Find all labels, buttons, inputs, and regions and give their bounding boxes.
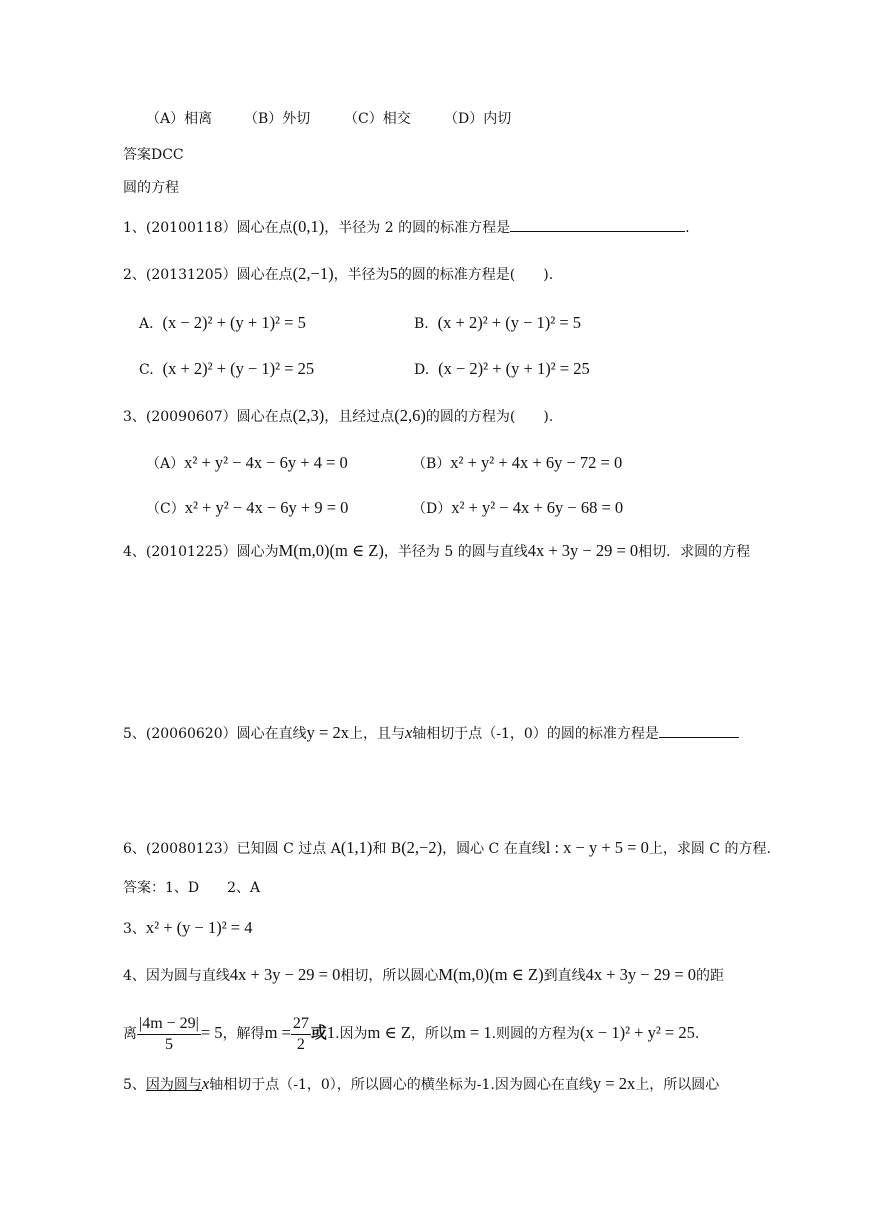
a5-line: y = 2x xyxy=(592,1074,636,1093)
a4-frac-den: 5 xyxy=(164,1035,173,1053)
q3-prefix: 3、(20090607）圆心在点 xyxy=(123,409,293,425)
a4-frac2-num: 27 xyxy=(291,1014,311,1035)
a4-solve: ，解得 xyxy=(222,1026,265,1042)
q6-point-a: (1,1) xyxy=(340,838,373,857)
q3-option-c-label: （C） xyxy=(146,501,185,517)
a5-prefix: 5、 xyxy=(123,1077,146,1093)
q3-option-a xyxy=(146,452,348,475)
q3-option-d xyxy=(412,497,623,520)
q2-option-c-label: C. xyxy=(139,362,154,378)
q3-option-b xyxy=(412,452,622,475)
a4-center: M(m,0)(m ∈ Z) xyxy=(438,965,544,984)
q3-option-a-label: （A） xyxy=(146,456,185,472)
q6-mid: ，圆心 C 在直线 xyxy=(442,841,546,857)
question-5 xyxy=(123,723,739,744)
a5-end: 上，所以圆心 xyxy=(635,1077,720,1093)
q6-prefix: 6、(20080123）已知圆 C 过点 A xyxy=(123,841,341,857)
a4-distance-fraction xyxy=(137,1014,201,1055)
option-d-top: （D）内切 xyxy=(444,111,512,127)
a4-line2: 4x + 3y − 29 = 0 xyxy=(585,965,697,984)
q5-prefix: 5、(20060620）圆心在直线 xyxy=(123,726,307,742)
q1-end: . xyxy=(685,220,690,236)
a4-m-eq: m = xyxy=(264,1023,291,1042)
answers-1-2: 答案：1、D 2、A xyxy=(123,880,261,896)
q5-answer-blank[interactable] xyxy=(659,723,739,738)
q6-line: l : x − y + 5 = 0 xyxy=(545,838,649,857)
answer-3-label: 3、 xyxy=(123,921,146,937)
a4-mid: 相切，所以圆心 xyxy=(340,968,439,984)
answer-4-line-1 xyxy=(123,965,724,986)
a4-one: 1 xyxy=(326,1023,336,1042)
q6-end: 上，求圆 C 的方程. xyxy=(648,841,771,857)
q2-option-b-label: B. xyxy=(414,316,429,332)
q2-option-d-label: D. xyxy=(414,362,430,378)
q4-prefix: 4、(20101225）圆心为 xyxy=(123,544,279,560)
q3-option-c xyxy=(146,497,348,520)
question-2 xyxy=(123,264,553,285)
option-a-top: （A）相离 xyxy=(146,111,213,127)
a4-prefix: 4、因为圆与直线 xyxy=(123,968,230,984)
question-6 xyxy=(123,838,771,859)
q2-prefix: 2、(20131205）圆心在点 xyxy=(123,267,293,283)
q2-option-a xyxy=(139,312,306,335)
a4-final-eq: (x − 1)² + y² = 25 xyxy=(580,1023,695,1042)
q2-end: 的圆的标准方程是( ). xyxy=(397,267,554,283)
a4-or: 或 xyxy=(310,1023,327,1042)
q1-point: (0,1) xyxy=(292,217,325,236)
q3-point: (2,6) xyxy=(394,406,426,425)
a4-frac-num: |4m − 29| xyxy=(137,1014,201,1035)
option-c-top: （C）相交 xyxy=(344,111,411,127)
answer-3-eq: x² + (y − 1)² = 4 xyxy=(145,918,253,937)
q3-center: (2,3) xyxy=(292,406,325,425)
option-b-top: （B）外切 xyxy=(244,111,311,127)
question-1 xyxy=(123,217,690,238)
a4-l2-prefix: 离 xyxy=(123,1026,137,1042)
a4-so: ，所以 xyxy=(410,1026,453,1042)
q2-option-a-eq: (x − 2)² + (y + 1)² = 5 xyxy=(162,313,306,332)
a4-dot: . xyxy=(694,1026,700,1042)
q3-option-c-eq: x² + y² − 4x − 6y + 9 = 0 xyxy=(184,498,349,517)
answer-dcc: 答案DCC xyxy=(123,147,184,163)
a4-end: 的距 xyxy=(696,968,725,984)
q3-option-a-eq: x² + y² − 4x − 6y + 4 = 0 xyxy=(184,453,348,472)
q4-center: M(m,0)(m ∈ Z) xyxy=(278,541,384,560)
question-4 xyxy=(123,541,750,562)
q4-line: 4x + 3y − 29 = 0 xyxy=(527,541,639,560)
q2-option-c xyxy=(139,358,314,381)
a4-m1: m = 1 xyxy=(452,1023,492,1042)
answer-4-line-2 xyxy=(123,1010,699,1057)
answer-3 xyxy=(123,918,252,939)
a5-x: x xyxy=(201,1074,210,1093)
q2-mid: ，半径为 xyxy=(333,267,390,283)
q2-option-d xyxy=(414,358,590,381)
q3-option-d-label: （D） xyxy=(412,501,452,517)
q6-and: 和 B xyxy=(372,841,402,857)
a5-mid: 轴相切于点（-1，0），所以圆心的横坐标为-1.因为圆心在直线 xyxy=(209,1077,593,1093)
q3-end: 的圆的方程为( ). xyxy=(425,409,554,425)
q3-option-b-eq: x² + y² + 4x + 6y − 72 = 0 xyxy=(450,453,623,472)
answer-5 xyxy=(123,1074,719,1095)
q3-option-b-label: （B） xyxy=(412,456,451,472)
q5-end: 轴相切于点（-1，0）的圆的标准方程是 xyxy=(412,726,659,742)
a4-since: .因为 xyxy=(335,1026,368,1042)
q2-point: (2,−1) xyxy=(292,264,334,283)
q3-option-d-eq: x² + y² − 4x + 6y − 68 = 0 xyxy=(451,498,624,517)
q2-option-c-eq: (x + 2)² + (y − 1)² = 25 xyxy=(162,359,315,378)
a5-underlined: 因为圆与 xyxy=(145,1077,202,1093)
q2-radius: 5 xyxy=(389,264,398,283)
a4-eq5: = 5 xyxy=(200,1023,223,1042)
a4-line: 4x + 3y − 29 = 0 xyxy=(229,965,341,984)
q6-point-b: (2,−2) xyxy=(401,838,443,857)
q5-mid: 上，且与 xyxy=(348,726,405,742)
q2-option-b-eq: (x + 2)² + (y − 1)² = 5 xyxy=(437,313,581,332)
q2-option-b xyxy=(414,312,581,335)
q2-option-a-label: A. xyxy=(139,316,154,332)
a4-then: .则圆的方程为 xyxy=(491,1026,581,1042)
a4-m-fraction xyxy=(291,1014,311,1055)
q1-mid: ，半径为 2 的圆的标准方程是 xyxy=(324,220,511,236)
q3-mid: ，且经过点 xyxy=(324,409,395,425)
q1-prefix: 1、(20100118）圆心在点 xyxy=(123,220,293,236)
question-3 xyxy=(123,406,553,427)
a4-mz: m ∈ Z xyxy=(367,1023,411,1042)
q5-line: y = 2x xyxy=(306,723,349,742)
q5-axis: x xyxy=(404,723,413,742)
q4-end: 相切．求圆的方程 xyxy=(638,544,751,560)
a4-frac2-den: 2 xyxy=(296,1035,305,1053)
q2-option-d-eq: (x − 2)² + (y + 1)² = 25 xyxy=(438,359,590,378)
q1-answer-blank[interactable] xyxy=(510,217,685,232)
section-heading: 圆的方程 xyxy=(123,180,179,196)
a4-mid2: 到直线 xyxy=(543,968,586,984)
q4-mid: ，半径为 5 的圆与直线 xyxy=(383,544,528,560)
